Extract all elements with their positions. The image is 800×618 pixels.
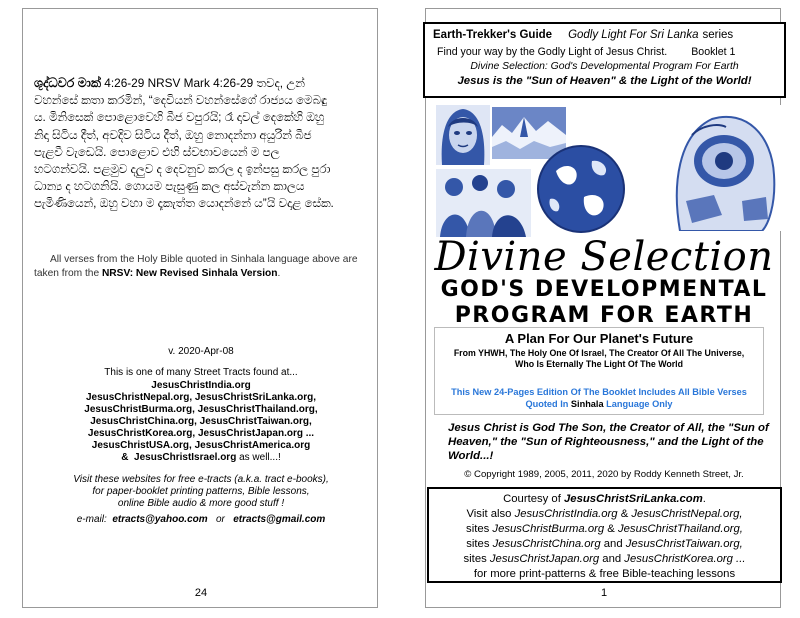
site-link[interactable]: JesusChristThailand.org, <box>617 523 743 535</box>
version-label: v. 2020-Apr-08 <box>168 346 234 357</box>
page-number: 1 <box>600 587 608 599</box>
sun-of-heaven-line: Jesus is the "Sun of Heaven" & the Light of the World! <box>457 75 752 87</box>
cover-images <box>426 101 782 239</box>
tract-intro: This is one of many Street Tracts found at... <box>104 367 298 378</box>
cover-title: Divine Selection <box>434 234 774 280</box>
plan-subtitle: From YHWH, The Holy One Of Israel, The Creator Of All The Universe, Who Is Eternally The Light Of The World <box>453 348 745 369</box>
booklet-number: Booklet 1 <box>691 46 736 58</box>
version-name: NRSV: New Revised Sinhala Version <box>101 268 278 279</box>
brand-title: Earth-Trekker's Guide <box>433 29 553 41</box>
plan-title: A Plan For Our Planet's Future <box>504 331 694 346</box>
email-line: e-mail: etracts@yahoo.com or etracts@gmail.com <box>76 514 326 525</box>
site-link[interactable]: JesusChristTaiwan.org, <box>625 538 743 550</box>
copyright: © Copyright 1989, 2005, 2011, 2020 by Roddy Kenneth Street, Jr. <box>464 469 744 480</box>
cover-subtitle: GOD'S DEVELOPMENTAL PROGRAM FOR EARTH <box>440 277 768 328</box>
sinhala-scripture-passage <box>34 75 334 213</box>
page-number: 24 <box>194 587 208 599</box>
site-link[interactable]: JesusChristNepal.org, <box>631 508 743 520</box>
site-link[interactable]: JesusChristBurma.org, JesusChristThailand.org, <box>84 404 318 415</box>
series-header-box: Earth-Trekker's Guide Godly Light For Sri Lanka series Find your way by the Godly Light of Jesus Christ. Booklet 1 Divine Selection: God's Developmental Program For Earth Jesus is the "Sun of Heaven" & the Light of the World! <box>423 22 786 98</box>
edition-note: This New 24-Pages Edition Of The Booklet Includes All Bible Verses Quoted In Sinhala Language Only <box>451 387 747 409</box>
left-page <box>22 8 378 608</box>
courtesy-box: Courtesy of JesusChristSriLanka.com. Visit also JesusChristIndia.org & JesusChristNepal.org, sites JesusChristBurma.org & JesusChristThailand.org, sites JesusChristChina.org and JesusChristTaiwan.org, sites JesusChristJapan.org and JesusChristKorea.org ... for more print-patterns & free Bible-teaching lessons <box>427 487 782 583</box>
plan-box <box>434 327 764 415</box>
site-link[interactable]: JesusChristBurma.org <box>492 523 605 535</box>
site-link[interactable]: JesusChristIndia.org <box>151 380 251 391</box>
astronaut-image <box>662 105 782 231</box>
site-link[interactable]: JesusChristJapan.org <box>489 553 600 565</box>
site-link[interactable]: JesusChristChina.org, JesusChristTaiwan.org, <box>90 416 312 427</box>
site-list <box>23 380 379 464</box>
site-link-last: & JesusChristIsrael.org as well...! <box>121 452 281 463</box>
scripture-reference: ශුද්ධවර මාක් <box>34 76 102 90</box>
visit-text: Visit these websites for free e-tracts (a.k.a. tract e-books), for paper-booklet printing patterns, Bible lessons, online Bible audio & more good stuff ! <box>73 474 329 510</box>
courtesy-last-line: for more print-patterns & free Bible-teaching lessons <box>473 568 736 580</box>
site-link[interactable]: JesusChristNepal.org, JesusChristSriLanka.org, <box>85 392 317 403</box>
find-way-text: Find your way by the Godly Light of Jesus Christ. <box>437 46 668 58</box>
site-link[interactable]: JesusChristIndia.org <box>514 508 618 520</box>
site-link[interactable]: JesusChristKorea.org ... <box>624 553 746 565</box>
email-link-gmail[interactable]: etracts@gmail.com <box>233 514 326 525</box>
email-link-yahoo[interactable]: etracts@yahoo.com <box>112 514 208 525</box>
site-link[interactable]: JesusChristUSA.org, JesusChristAmerica.org <box>91 440 311 451</box>
courtesy-link[interactable]: JesusChristSriLanka.com <box>564 493 703 505</box>
earth-globe-image <box>536 141 626 236</box>
scripture-text: 4:26-29 NRSV Mark 4:26-29 තවද, උන් වහන්සේ කතා කරමින්, “දෙවියන් වහන්සේගේ රාජ්‍යය මෙබඳු ය. මිනිසෙක් පොළොවෙහි බීජ වපුරයි; රෑ දාවල් දෙකේහි ඔහු නිදා සිටිය දීත්, අවදිව සිටිය දීත්, ඔහු නොදන්නා අයුරින් බීජ පැළවී වැඩෙයි. පොළොව එහි ස්වභාවයෙන් ම පල හටගන්වයි. පළමුව දලුව ද දෙවනුව කරල ද ඉන්පසු කරල පුරා ධාන්‍ය ද හටගනියි. ගොයම පැසුණු කල අස්වැන්න කාලය පැමිණියෙන්, ඔහු වහා ම දෑකැත්ත යොදන්නේ ය”යි වදාළ සේක. <box>34 76 334 211</box>
site-link[interactable]: JesusChristKorea.org, JesusChristJapan.org ... <box>87 428 315 439</box>
series-name: Godly Light For Sri Lanka <box>568 29 699 41</box>
right-page <box>425 8 781 608</box>
child-face-image <box>436 105 490 165</box>
site-link[interactable]: JesusChristChina.org <box>492 538 601 550</box>
crowd-image <box>436 169 531 237</box>
jesus-statement: Jesus Christ is God The Son, the Creator of All, the "Sun of Heaven," the "Sun of Righteousness," and the Light of the World...! <box>448 422 769 462</box>
divine-selection-line: Divine Selection: God's Developmental Program For Earth <box>470 61 739 72</box>
verses-source-note: All verses from the Holy Bible quoted in Sinhala language above are taken from the NRSV: New Revised Sinhala Version. <box>34 254 358 279</box>
